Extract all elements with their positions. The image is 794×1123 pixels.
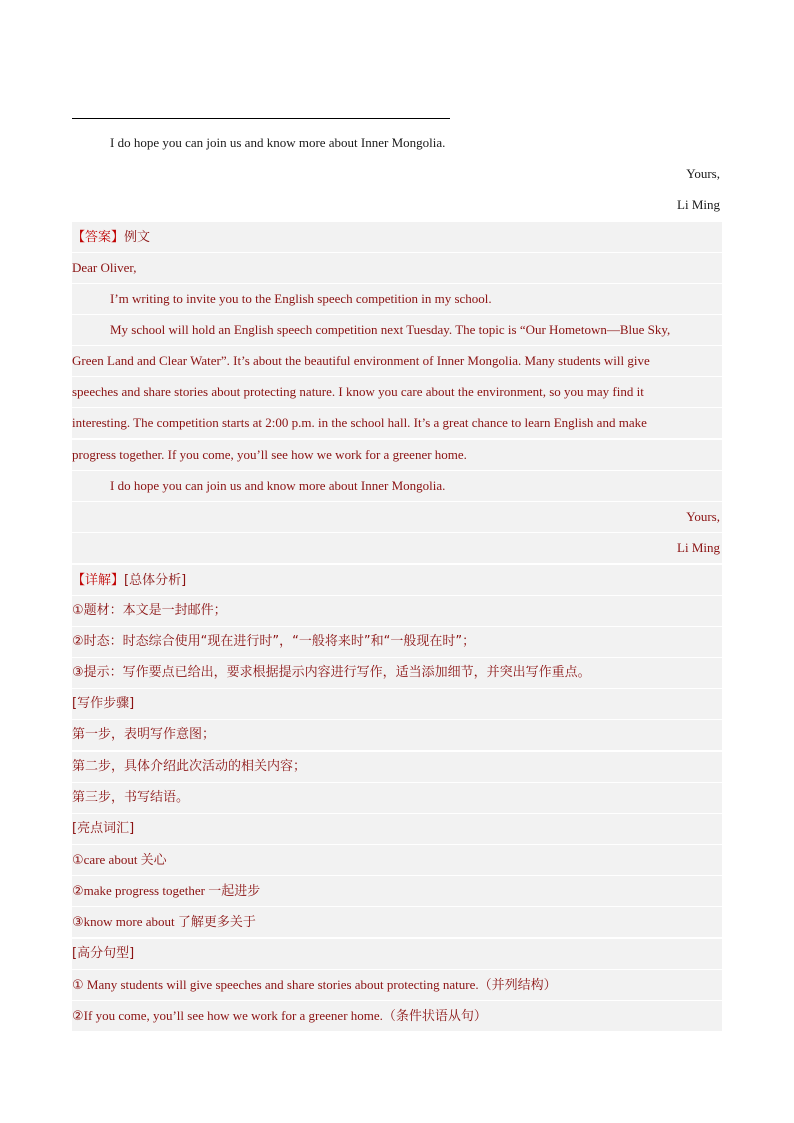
vocab-text-1: care about 关心 <box>83 852 167 867</box>
answer-greeting: Dear Oliver, <box>72 253 722 283</box>
vocab-number-1: ① <box>72 853 84 868</box>
step-3: 第三步，书写结语。 <box>72 783 722 813</box>
analysis-item-1: ①题材：本文是一封邮件； <box>72 596 722 626</box>
letter-closing-line: I do hope you can join us and know more about Inner Mongolia. <box>110 135 446 150</box>
vocab-heading: [亮点词汇] <box>72 814 722 844</box>
answer-paragraph-3: I do hope you can join us and know more about Inner Mongolia. <box>72 471 722 501</box>
analysis-item-2: ②时态：时态综合使用“现在进行时”，“一般将来时”和“一般现在时”； <box>72 627 722 657</box>
step-2: 第二步，具体介绍此次活动的相关内容； <box>72 752 722 782</box>
sentence-item-1 <box>72 970 722 1000</box>
vocab-item-3 <box>72 907 722 937</box>
answer-label-text: 例文 <box>124 230 151 245</box>
answer-bracket-label: 【答案】 <box>72 230 125 245</box>
sentence-text-1: Many students will give speeches and share stories about protecting nature.（并列结构） <box>83 977 557 992</box>
letter-signature: Li Ming <box>677 197 720 212</box>
answer-signature: Li Ming <box>72 533 722 563</box>
answer-heading <box>72 222 722 252</box>
answer-yours: Yours, <box>72 502 722 532</box>
answer-paragraph-1: I’m writing to invite you to the English speech competition in my school. <box>72 284 722 314</box>
letter-yours: Yours, <box>686 166 720 181</box>
sentence-heading: [高分句型] <box>72 939 722 969</box>
vocab-text-3: know more about 了解更多关于 <box>83 914 256 929</box>
answer-paragraph-2-line-3: speeches and share stories about protecting nature. I know you care about the environment, so you may find it <box>72 377 722 407</box>
answer-paragraph-2-line-4: interesting. The competition starts at 2:00 p.m. in the school hall. It’s a great chance to learn English and make <box>72 408 722 438</box>
answer-paragraph-2-line-1: My school will hold an English speech competition next Tuesday. The topic is “Our Hometown—Blue Sky, <box>72 315 722 345</box>
steps-heading: [写作步骤] <box>72 689 722 719</box>
analysis-bracket-label: 【详解】 <box>72 573 125 588</box>
answer-paragraph-2-line-5: progress together. If you come, you’ll see how we work for a greener home. <box>72 440 722 470</box>
sentence-text-2: If you come, you’ll see how we work for a greener home.（条件状语从句） <box>83 1008 487 1023</box>
sentence-item-2 <box>72 1001 722 1031</box>
vocab-item-2 <box>72 876 722 906</box>
analysis-item-3: ③提示：写作要点已给出，要求根据提示内容进行写作，适当添加细节，并突出写作重点。 <box>72 658 722 688</box>
vocab-text-2: make progress together 一起进步 <box>83 883 261 898</box>
sentence-number-1: ① <box>72 978 84 993</box>
answer-paragraph-2-line-2: Green Land and Clear Water”. It’s about the beautiful environment of Inner Mongolia. Many students will give <box>72 346 722 376</box>
vocab-number-3: ③ <box>72 915 84 930</box>
vocab-number-2: ② <box>72 884 84 899</box>
vocab-item-1 <box>72 845 722 875</box>
analysis-heading <box>72 565 722 595</box>
sentence-number-2: ② <box>72 1009 84 1024</box>
analysis-label-text: [总体分析] <box>124 573 187 588</box>
underline-rule <box>72 118 450 119</box>
step-1: 第一步，表明写作意图； <box>72 720 722 750</box>
